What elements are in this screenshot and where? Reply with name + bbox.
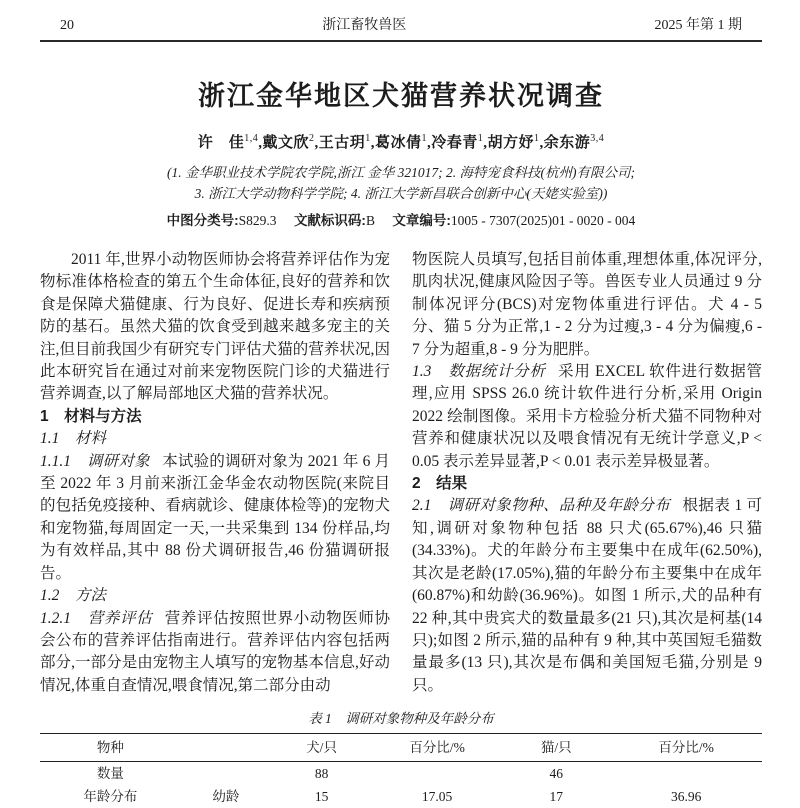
paragraph-species-distribution (412, 495, 762, 697)
table-cell (372, 762, 502, 786)
author-separator: , (427, 135, 432, 151)
table-cell (610, 762, 762, 786)
subsubsection-label: 1.2.1 营养评估 (40, 609, 153, 627)
table-row (40, 762, 762, 786)
section-heading-methods: 1 材料与方法 (40, 407, 142, 425)
article-meta (40, 209, 762, 229)
author-name: 王古玥 (318, 135, 366, 151)
author-name: 许 佳 (197, 135, 245, 151)
table-caption: 表 1 调研对象物种及年龄分布 (308, 711, 494, 727)
article-id-value: 1005 - 7307(2025)01 - 0020 - 004 (450, 213, 636, 228)
table-header-species: 物种 (96, 740, 124, 756)
doc-code-label: 文献标识码: (293, 213, 366, 228)
intro-paragraph: 2011 年,世界小动物医师协会将营养评估作为宠物标准体格检查的第五个生命体征,良好的营养和饮食是保障犬猫健康、行为良好、促进长寿和疾病预防的基石。虽然犬猫的饮食受到越来越多宠主的关注,但目前我国少有研究专门评估犬猫的营养状况,因此本研究旨在通过对前来宠物医院门诊的犬猫进行营养调查,以了解局部地区犬猫的营养状况。 (40, 251, 390, 403)
author-superscript: 3,4 (590, 133, 605, 144)
table-cell: 数量 (96, 766, 124, 782)
author-separator: , (483, 135, 488, 151)
author-separator: , (539, 135, 544, 151)
table-cell: 17 (549, 789, 563, 805)
affiliation-line-2: 3. 浙江大学动物科学学院; 4. 浙江大学新昌联合创新中心(天姥实验室)) (194, 186, 608, 201)
table-header-dog-count: 犬/只 (306, 740, 337, 756)
clc-value: S829.3 (238, 213, 277, 228)
author-superscript: 1,4 (244, 133, 259, 144)
paragraph-text: 营养评估按照世界小动物医师协会公布的营养评估指南进行。营养评估内容包括两部分,一部分是由宠物主人填写的宠物基本信息,好动情况,体重自查情况,喂食情况,第二部分由动 (40, 609, 390, 694)
table-header-cat-count: 猫/只 (540, 740, 572, 756)
table-header-dog-percent: 百分比/% (409, 740, 465, 756)
table-cell: 46 (549, 766, 563, 782)
issue-label: 2025 年第 1 期 (654, 18, 742, 33)
author-name: 葛冰倩 (374, 135, 422, 151)
table-row (40, 785, 762, 808)
table-cell: 年龄分布 (83, 789, 138, 805)
author-name: 胡方妤 (487, 135, 535, 151)
paragraph-text: 根据表 1 可知,调研对象物种包括 88 只犬(65.67%),46 只猫(34.33%)。犬的年龄分布主要集中在成年(62.50%),其次是老龄(17.05%),猫的年龄分布主要集中在成年(60.87%)和幼龄(36.96%)。如图 1 所示,犬的品种有 22 种,其中贵宾犬的数量最多(21 只),其次是柯基(14 只);如图 2 所示,猫的品种有 9 种,其中英国短毛猫数量最多(13 只),其次是布偶和美国短毛猫,分别是 9 只。 (412, 497, 762, 694)
article-id-label: 文章编号: (392, 213, 451, 228)
table-cell: 15 (314, 789, 329, 805)
author-superscript: 1 (421, 133, 427, 144)
journal-name: 浙江畜牧兽医 (322, 18, 407, 33)
author-name: 戴文欣 (262, 135, 309, 151)
article-title: 浙江金华地区犬猫营养状况调查 (198, 81, 604, 111)
paragraph-continuation: 物医院人员填写,包括目前体重,理想体重,体况评分,肌肉状况,健康风险因子等。兽医专业人员通过 9 分制体况评分(BCS)对宠物体重进行评估。犬 4 - 5 分、猫 5 分为正常,1 - 2 分为过瘦,3 - 4 分为偏瘦,6 - 7 分为超重,8 - 9 分为肥胖。 (412, 251, 762, 358)
author-separator: , (314, 135, 319, 151)
author-separator: , (370, 135, 375, 151)
clc-label: 中图分类号: (166, 213, 239, 228)
doc-code-value: B (365, 213, 375, 228)
author-superscript: 2 (308, 133, 315, 144)
author-name: 冷春青 (431, 135, 478, 151)
table-header-cat-percent: 百分比/% (658, 740, 714, 756)
table-cell: 幼龄 (212, 789, 240, 805)
subsection-heading-materials: 1.1 材料 (40, 430, 106, 448)
paragraph-text: 采用 EXCEL 软件进行数据管理,应用 SPSS 26.0 统计软件进行分析,采用 Origin 2022 绘制图像。采用卡方检验分析犬猫不同物种对营养和健康状况以及喂食情况有无统计学意义,P < 0.05 表示差异显著,P < 0.01 表示差异极显著。 (412, 363, 762, 470)
subsection-label-distribution: 2.1 调研对象物种、品种及年龄分布 (412, 497, 671, 515)
paragraph-text: 本试验的调研对象为 2021 年 6 月至 2022 年 3 月前来浙江金华金农动物医院(来院目的包括免疫接种、看病就诊、健康体检等)的宠物犬和宠物猫,每周固定一天,一共采集到 134 份样品,均为有效样品,其中 88 份犬调研报告,46 份猫调研报告。 (40, 452, 390, 582)
subsection-label-statistics: 1.3 数据统计分析 (412, 363, 546, 381)
header-rule (40, 40, 762, 42)
author-name: 余东游 (543, 135, 591, 151)
article-body (40, 249, 762, 697)
paragraph-survey-subjects (40, 451, 390, 585)
page-number: 20 (60, 18, 74, 33)
table-cell: 17.05 (421, 789, 453, 805)
survey-table (40, 733, 762, 808)
table-header-row (40, 734, 762, 762)
author-superscript: 1 (534, 133, 540, 144)
table-cell: 36.96 (670, 789, 702, 805)
author-superscript: 1 (365, 133, 371, 144)
subsubsection-label: 1.1.1 调研对象 (40, 452, 150, 470)
column-right (412, 249, 762, 697)
author-superscript: 1 (477, 133, 484, 144)
paragraph-nutrition-assessment (40, 608, 390, 698)
authors-line (40, 131, 762, 152)
paragraph-statistics (412, 361, 762, 473)
table-header-blank (181, 734, 271, 762)
column-left (40, 249, 390, 697)
author-separator: , (258, 135, 263, 151)
section-heading-results: 2 结果 (412, 475, 468, 493)
subsection-heading-method: 1.2 方法 (40, 587, 106, 605)
table-cell (181, 762, 271, 786)
table-cell: 88 (314, 766, 329, 782)
running-head (40, 14, 762, 34)
affiliation-line-1: (1. 金华职业技术学院农学院,浙江 金华 321017; 2. 海特宠食科技(杭州)有限公司; (167, 165, 635, 180)
